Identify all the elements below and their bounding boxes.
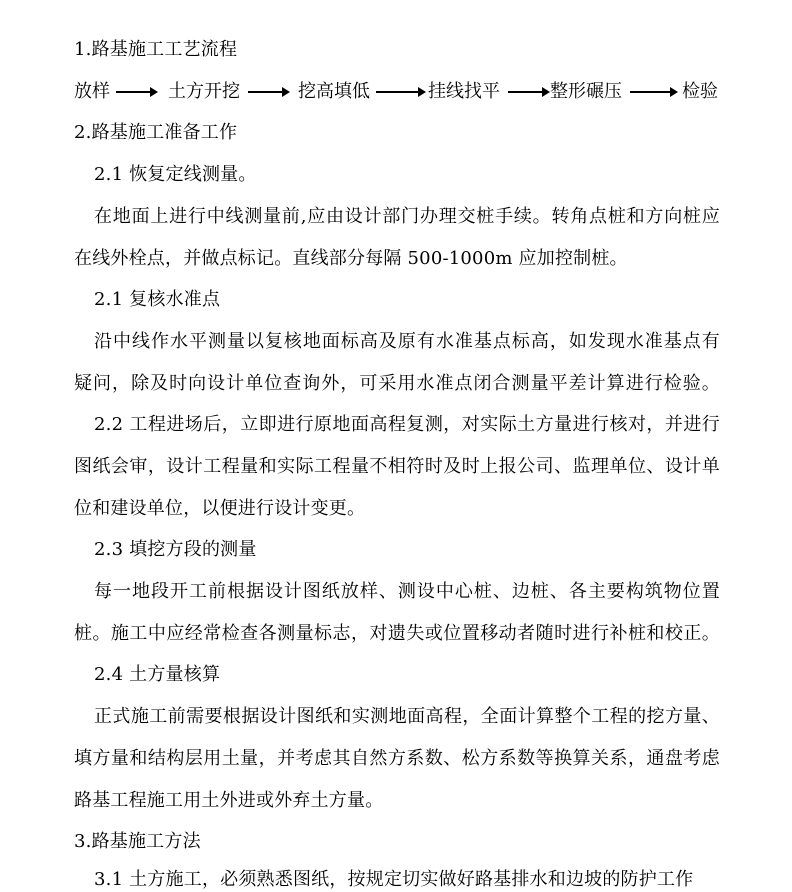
- paragraph-line: 路基工程施工用土外进或外弃土方量。: [74, 790, 384, 811]
- flow-step-1: 放样: [74, 81, 110, 102]
- paragraph-line: 沿中线作水平测量以复核地面标高及原有水准基点标高，如发现水准基点有: [94, 331, 720, 352]
- paragraph-line: 位和建设单位，以便进行设计变更。: [74, 498, 366, 519]
- paragraph-line: 在线外栓点，并做点标记。直线部分每隔 500-1000m 应加控制桩。: [74, 248, 628, 269]
- flow-step-6: 检验: [682, 81, 718, 102]
- flow-step-4: 挂线找平: [428, 81, 500, 102]
- paragraph-line: 图纸会审，设计工程量和实际工程量不相符时及时上报公司、监理单位、设计单: [74, 456, 720, 477]
- flow-arrow-icon: [630, 91, 676, 93]
- section-3-1-partial: 3.1 土方施工，必须熟悉图纸，按规定切实做好路基排水和边坡的防护工作: [94, 869, 694, 890]
- paragraph-line: 疑问，除及时向设计单位查询外，可采用水准点闭合测量平差计算进行检验。: [74, 373, 720, 394]
- heading-1: 1.路基施工工艺流程: [74, 39, 238, 60]
- heading-2: 2.路基施工准备工作: [74, 122, 238, 143]
- flow-arrow-icon: [116, 91, 156, 93]
- paragraph-line: 在地面上进行中线测量前,应由设计部门办理交桩手续。转角点桩和方向桩应: [94, 206, 720, 227]
- flow-arrow-icon: [508, 91, 548, 93]
- section-2-4-title: 2.4 土方量核算: [94, 664, 221, 685]
- flow-step-3: 挖高填低: [298, 81, 370, 102]
- flow-step-2: 土方开挖: [168, 81, 240, 102]
- paragraph-line: 正式施工前需要根据设计图纸和实测地面高程，全面计算整个工程的挖方量、: [94, 706, 720, 727]
- section-2-2-line: 2.2 工程进场后，立即进行原地面高程复测，对实际土方量进行核对，并进行: [94, 414, 720, 435]
- flow-arrow-icon: [376, 91, 424, 93]
- section-2-1a-title: 2.1 恢复定线测量。: [94, 164, 257, 185]
- section-2-3-title: 2.3 填挖方段的测量: [94, 539, 257, 560]
- paragraph-line: 填方量和结构层用土量，并考虑其自然方系数、松方系数等换算关系，通盘考虑: [74, 748, 720, 769]
- flow-step-5: 整形碾压: [550, 81, 622, 102]
- heading-3: 3.路基施工方法: [74, 831, 201, 852]
- paragraph-line: 桩。施工中应经常检查各测量标志，对遗失或位置移动者随时进行补桩和校正。: [74, 623, 720, 644]
- flow-arrow-icon: [248, 91, 288, 93]
- section-2-1b-title: 2.1 复核水准点: [94, 289, 221, 310]
- process-flow: [74, 80, 720, 104]
- paragraph-line: 每一地段开工前根据设计图纸放样、测设中心桩、边桩、各主要构筑物位置: [94, 581, 720, 602]
